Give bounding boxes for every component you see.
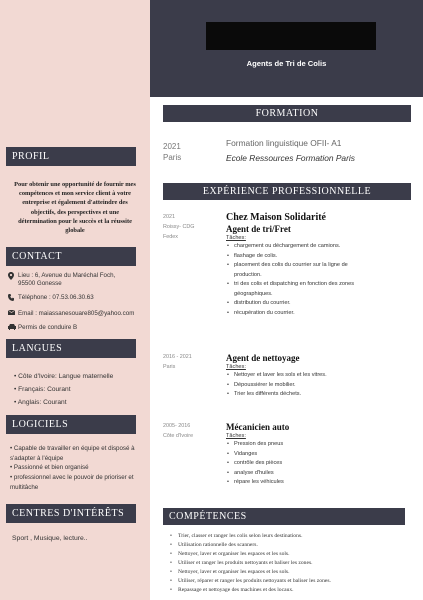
logiciel-item: • Capable de travailler en équipe et disposé à s'adapter à l'équipe bbox=[10, 445, 135, 462]
formation-heading: FORMATION bbox=[163, 105, 411, 122]
job-taches-label: Tâches: bbox=[226, 433, 246, 439]
langue-item: • Anglais: Courant bbox=[14, 399, 67, 407]
task-item: • contrôle des pièces bbox=[234, 459, 411, 469]
task-item: • récupération du courrier. bbox=[234, 309, 411, 319]
contact-phone bbox=[8, 294, 142, 304]
task-item: • chargement ou déchargement de camions. bbox=[234, 242, 411, 252]
task-item: • Vidanges bbox=[234, 450, 411, 460]
job-meta bbox=[163, 352, 219, 372]
contact-email bbox=[8, 310, 142, 318]
competence-item: • Nettoyer, laver et organiser les espaces et les sols. bbox=[170, 550, 410, 559]
competence-item: • Trier, classer et ranger les colis selon leurs destinations. bbox=[170, 532, 410, 541]
job-place: Fedex bbox=[163, 234, 178, 240]
task-item: • Trier les différents déchets. bbox=[234, 390, 411, 400]
profil-text: Pour obtenir une opportunité de fournir mes compétences et mon service client à votre entreprise et également d'atteindre des objectifs, des perspectives et une détermination pour le succès et la réussite globale bbox=[14, 181, 136, 235]
job-role: Mécanicien auto bbox=[226, 422, 290, 432]
task-item: • Dépoussiérer le mobilier. bbox=[234, 381, 411, 391]
address-line2: 95500 Gonesse bbox=[18, 280, 62, 288]
profil-heading: PROFIL bbox=[6, 147, 136, 166]
contact-list bbox=[0, 266, 150, 333]
job-meta bbox=[163, 421, 219, 441]
job-taches-label: Tâches: bbox=[226, 364, 246, 370]
phone-icon bbox=[8, 294, 18, 304]
task-item: géographiques. bbox=[234, 290, 273, 297]
task-item: • tri des colis et dispatching en fonction des zones bbox=[234, 280, 411, 290]
formation-year: 2021 bbox=[163, 142, 181, 151]
job-body bbox=[226, 212, 411, 318]
langues-heading: LANGUES bbox=[6, 339, 136, 358]
interets-heading: CENTRES D'INTÉRÊTS bbox=[6, 504, 136, 523]
task-item: production. bbox=[234, 271, 262, 278]
job-role: Agent de tri/Fret bbox=[226, 224, 291, 234]
formation-date bbox=[163, 141, 181, 163]
logiciel-item: • Passionné et bien organisé bbox=[10, 464, 89, 472]
competence-item: • Utilisation rationnelle des scanners. bbox=[170, 541, 410, 550]
competences-heading: COMPÉTENCES bbox=[163, 508, 405, 525]
car-icon bbox=[8, 324, 18, 333]
phone-text: Téléphone : 07.53.06.30.63 bbox=[18, 294, 94, 302]
logiciel-item: • professionnel avec le pouvoir de prioriser et multitâche bbox=[10, 474, 134, 491]
contact-heading: CONTACT bbox=[6, 247, 136, 266]
logiciels-list bbox=[0, 434, 150, 492]
langue-item: • Français: Courant bbox=[14, 386, 71, 394]
address-line1: Lieu : 6, Avenue du Maréchal Foch, bbox=[18, 272, 116, 280]
header bbox=[150, 0, 423, 97]
formation-city: Paris bbox=[163, 153, 182, 162]
langue-item: • Côte d'Ivoire: Langue maternelle bbox=[14, 373, 114, 381]
sidebar bbox=[0, 0, 150, 600]
experience-heading: EXPÉRIENCE PROFESSIONNELLE bbox=[163, 183, 411, 200]
competence-item: • Utiliser, réparer et ranger les produits nettoyants et baliser les zones. bbox=[170, 577, 410, 586]
langues-list bbox=[0, 358, 150, 409]
formation-line2: Ecole Ressources Formation Paris bbox=[226, 153, 355, 163]
job-year: 2021 bbox=[163, 214, 175, 220]
task-item: • Nettoyer et laver les sols et les vitres. bbox=[234, 371, 411, 381]
job-tasks bbox=[226, 440, 411, 488]
job-place: Roissy- CDG bbox=[163, 224, 195, 230]
job-tasks bbox=[226, 371, 411, 400]
logiciels-heading: LOGICIELS bbox=[6, 415, 136, 434]
competence-item: • Repassage et nettoyage des machines et des locaux. bbox=[170, 586, 410, 595]
task-item: • placement des colis du courrier sur la ligne de bbox=[234, 261, 411, 271]
interets-text: Sport , Musique, lecture.. bbox=[12, 535, 88, 543]
contact-license bbox=[8, 324, 142, 333]
competences-list bbox=[170, 532, 410, 595]
job-place: Côte d'Ivoire bbox=[163, 433, 194, 439]
task-item: • flashage de colis. bbox=[234, 252, 411, 262]
job-place: Paris bbox=[163, 364, 176, 370]
job-body bbox=[226, 352, 411, 400]
job-year: 2005- 2016 bbox=[163, 423, 191, 429]
competence-item: • Nettoyer, laver et organiser les espaces et les sols. bbox=[170, 568, 410, 577]
main-content bbox=[150, 0, 423, 600]
task-item: • distribution du courrier. bbox=[234, 299, 411, 309]
job-body bbox=[226, 421, 411, 488]
formation-line1: Formation linguistique OFII- A1 bbox=[226, 138, 342, 148]
job-year: 2016 - 2021 bbox=[163, 354, 192, 360]
location-pin-icon bbox=[8, 272, 18, 283]
competence-item: • Utiliser et ranger les produits nettoyants et baliser les zones. bbox=[170, 559, 410, 568]
task-item: • Pression des pneus bbox=[234, 440, 411, 450]
contact-address bbox=[8, 272, 142, 288]
email-text: Email : maiassanesouare805@yahoo.com bbox=[18, 310, 135, 318]
task-item: • répare les véhicules bbox=[234, 478, 411, 488]
job-taches-label: Tâches: bbox=[226, 235, 246, 241]
redacted-name-block bbox=[206, 22, 376, 50]
task-item: • analyse d'huiles bbox=[234, 469, 411, 479]
job-role: Agent de nettoyage bbox=[226, 353, 300, 363]
license-text: Permis de conduire B bbox=[18, 324, 78, 332]
job-company: Chez Maison Solidarité bbox=[226, 212, 326, 223]
job-tasks bbox=[226, 242, 411, 318]
job-meta bbox=[163, 212, 219, 242]
job-title: Agents de Tri de Colis bbox=[246, 59, 327, 68]
email-icon bbox=[8, 310, 18, 318]
